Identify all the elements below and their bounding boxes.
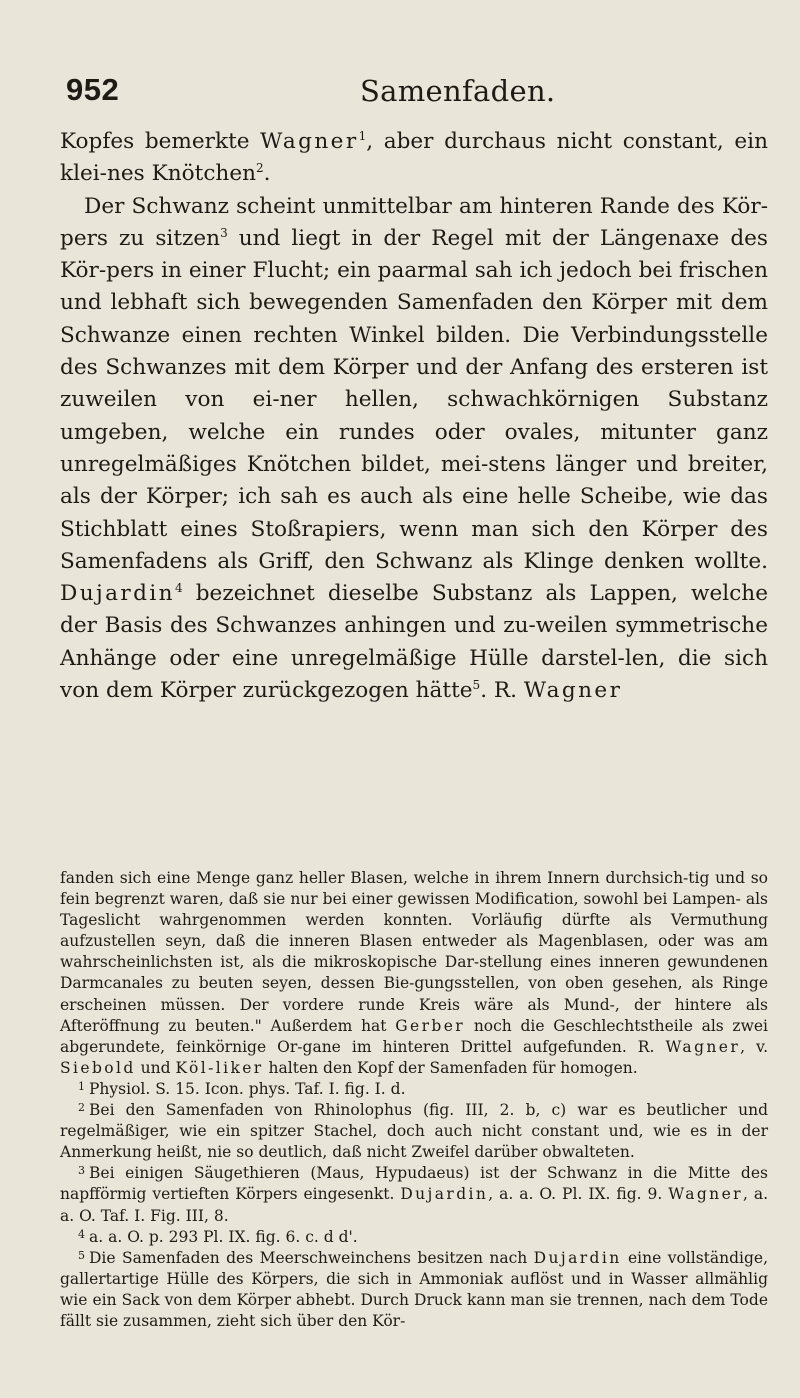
footnote-text: , a. a. O. Taf. I. Fig. III, 8.: [60, 1185, 768, 1225]
footnote-text: Physiol. S. 15. Icon. phys. Taf. I. fig. I. d.: [89, 1079, 406, 1098]
footnote-ref: 4: [174, 580, 183, 595]
text-run: fanden sich eine Menge ganz heller Blasen, welche in ihrem Innern durchsich-tig und so fein begrenzt waren, daß sie nur bei einer gewissen Modification, sowohl bei Lampen- als Tageslicht wahrgenommen werden konnten. Vorläufig dürfte als Vermuthung aufzustellen seyn, daß die inneren Blasen entweder als Magenblasen, oder was am wahrscheinlichsten ist, als die mikroskopische Dar-stellung eines inneren gewundenen Darmcanales zu beuten seyen, dessen Bie-gungsstellen, von oben gesehen, als Ringe erscheinen müssen. Der vordere runde Kreis wäre als Mund-, der hintere als Afteröffnung zu beuten." Außerdem hat: [60, 869, 768, 1035]
author-name: Köl-liker: [175, 1058, 264, 1077]
author-name: Gerber: [395, 1016, 466, 1035]
footnote-text: , a. a. O. Pl. IX. fig. 9.: [488, 1185, 669, 1204]
footnote-continued: [60, 868, 768, 1079]
page-number: 952: [66, 72, 120, 107]
footnotes: [60, 868, 768, 1332]
running-head: Samenfaden.: [360, 74, 556, 108]
text-run: .: [263, 161, 271, 187]
book-page: [60, 0, 768, 1398]
footnote-number: 4: [78, 1227, 85, 1241]
footnote-number: 1: [78, 1079, 85, 1093]
author-name: Wagner: [260, 129, 359, 154]
paragraph-continued: [60, 126, 768, 191]
text-run: , aber durchaus nicht constant, ein klei-: [60, 129, 768, 187]
author-name: Wagner: [665, 1037, 741, 1056]
footnote-5: [60, 1248, 768, 1332]
footnote-number: 2: [78, 1101, 85, 1115]
footnote-ref: 5: [472, 677, 481, 692]
text-run: und liegt in der Regel mit der Längenaxe des Kör-pers in einer Flucht; ein paarmal sah ich jedoch bei frischen und lebhaft sich bewegenden Samenfaden den Körper mit dem Schwanze einen rechten Winkel bilden. Die Verbindungsstelle des Schwanzes mit dem Körper und der Anfang des ersteren ist zuweilen von ei-ner hellen, schwachkörnigen Substanz umgeben, welche ein rundes oder ovales, mitunter ganz unregelmäßiges Knötchen bildet, mei-stens länger und breiter, als der Körper; ich sah es auch als eine helle Scheibe, wie das Stichblatt eines Stoßrapiers, wenn man sich den Körper des Samenfadens als Griff, den Schwanz als Klinge denken wollte.: [60, 225, 769, 574]
text-run: . R.: [480, 678, 524, 704]
author-name: Dujardin: [400, 1185, 489, 1204]
text-run: halten den Kopf der Samenfaden für homogen.: [263, 1058, 638, 1077]
text-run: noch die Geschlechtstheile als zwei abgerundete, feinkörnige Or-gane im hinteren Drittel aufgefunden. R.: [60, 1016, 768, 1056]
paragraph-tail: [60, 191, 768, 708]
main-text: [60, 126, 768, 707]
author-name: Wagner: [523, 678, 623, 704]
footnote-ref: 2: [256, 161, 264, 176]
footnote-1: [60, 1079, 768, 1100]
footnote-ref: 3: [220, 225, 228, 240]
author-name: Dujardin: [533, 1248, 622, 1267]
footnote-text: a. a. O. p. 293 Pl. IX. fig. 6. c. d d'.: [89, 1227, 358, 1246]
footnote-3: [60, 1163, 768, 1226]
author-name: Wagner: [668, 1185, 743, 1204]
text-run: und: [135, 1058, 176, 1077]
footnote-text: Bei einigen Säugethieren (Maus, Hypudaeus) ist der Schwanz in die Mitte des napfförmig vertieften Körpers eingesenkt.: [60, 1164, 768, 1204]
text-run: nes Knötchen: [106, 161, 257, 187]
footnote-number: 5: [78, 1248, 85, 1262]
footnote-ref: 1: [358, 128, 367, 143]
author-name: Dujardin: [60, 581, 175, 607]
text-run: Der Schwanz scheint unmittelbar am hinteren Rande des Kör-pers zu sitzen: [60, 193, 768, 251]
footnote-2: [60, 1100, 768, 1163]
author-name: Siebold: [60, 1058, 136, 1077]
page-header: [60, 72, 768, 112]
footnote-text: Bei den Samenfaden von Rhinolophus (fig. III, 2. b, c) war es beutlicher und regelmäßiger, wie ein spitzer Stachel, doch auch nicht constant und, wie es in der Anmerkung heißt, nie so deutlich, daß nicht Zweifel darüber obwalteten.: [60, 1101, 768, 1162]
text-run: Kopfes bemerkte: [60, 129, 261, 154]
footnote-text: Die Samenfaden des Meerschweinchens besitzen nach: [89, 1248, 534, 1267]
text-run: bezeichnet dieselbe Substanz als Lappen, welche der Basis des Schwanzes anhingen und zu-weilen symmetrische Anhänge oder eine unregelmäßige Hülle darstel-len, die sich von dem Körper zurückgezogen hätte: [60, 581, 768, 704]
text-run: , v.: [740, 1037, 768, 1056]
footnote-number: 3: [78, 1164, 85, 1178]
footnote-text: eine vollständige, gallertartige Hülle des Körpers, die sich in Ammoniak auflöst und in Wasser allmählig wie ein Sack von dem Körper abhebt. Durch Druck kann man sie trennen, nach dem Tode fällt sie zusammen, zieht sich über den Kör-: [60, 1248, 769, 1330]
footnote-4: [60, 1227, 768, 1248]
